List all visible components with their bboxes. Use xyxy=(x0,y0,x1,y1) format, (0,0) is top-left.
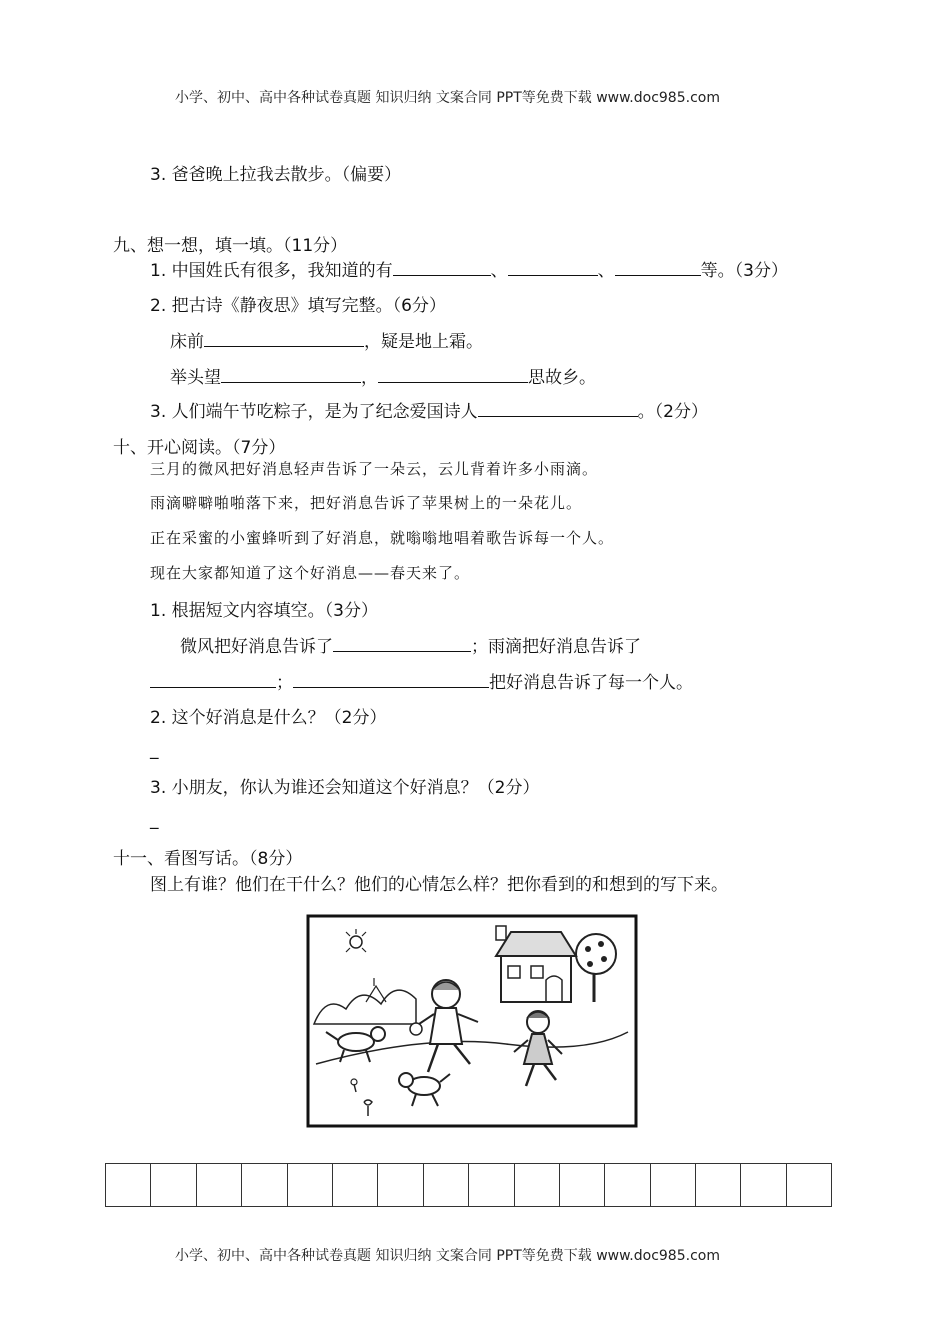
writing-cell[interactable] xyxy=(469,1163,514,1207)
writing-cell[interactable] xyxy=(787,1163,832,1207)
surname-blank-1[interactable] xyxy=(393,259,491,276)
reading-line1-prefix: 微风把好消息告诉了 xyxy=(180,637,333,657)
writing-cell[interactable] xyxy=(288,1163,333,1207)
reading-line1-suffix: ；雨滴把好消息告诉了 xyxy=(471,637,641,657)
writing-cell[interactable] xyxy=(651,1163,696,1207)
writing-cell[interactable] xyxy=(605,1163,650,1207)
surname-blank-2[interactable] xyxy=(508,259,598,276)
section-11-prompt: 图上有谁？他们在干什么？他们的心情怎么样？把你看到的和想到的写下来。 xyxy=(150,875,728,895)
passage-line-1: 三月的微风把好消息轻声告诉了一朵云，云儿背着许多小雨滴。 xyxy=(150,460,599,478)
writing-cell[interactable] xyxy=(106,1163,151,1207)
poem-blank-1[interactable] xyxy=(204,330,364,347)
reading-line2-mid: ； xyxy=(276,673,293,693)
section-9-q3 xyxy=(150,397,708,422)
section-11-title: 十一、看图写话。（8分） xyxy=(113,849,303,869)
writing-cell[interactable] xyxy=(696,1163,741,1207)
poem-blank-2[interactable] xyxy=(221,366,361,383)
q3-prefix: 3. 人们端午节吃粽子，是为了纪念爱国诗人 xyxy=(150,402,478,422)
picture-illustration xyxy=(306,914,638,1128)
writing-cell[interactable] xyxy=(515,1163,560,1207)
ball xyxy=(410,1023,422,1035)
poem-line-2 xyxy=(170,363,596,388)
section-10-q3-title: 3. 小朋友，你认为谁还会知道这个好消息？（2分） xyxy=(150,778,540,798)
writing-cell[interactable] xyxy=(378,1163,423,1207)
poem-line2-suffix: 思故乡。 xyxy=(528,368,596,388)
passage-line-4: 现在大家都知道了这个好消息——春天来了。 xyxy=(150,564,471,582)
reading-q1-line-2 xyxy=(150,668,693,693)
writing-cell[interactable] xyxy=(560,1163,605,1207)
poet-blank[interactable] xyxy=(478,400,638,417)
q3-suffix: 。（2分） xyxy=(637,402,708,422)
poem-line-1 xyxy=(170,327,483,352)
poem-line2-mid: ， xyxy=(361,368,378,388)
writing-cell[interactable] xyxy=(333,1163,378,1207)
section-9-q1 xyxy=(150,256,788,281)
section-10-q3-answer[interactable]: _ xyxy=(150,810,159,830)
writing-cell[interactable] xyxy=(242,1163,287,1207)
dog-left xyxy=(338,1033,374,1051)
poem-line2-prefix: 举头望 xyxy=(170,368,221,388)
prev-question-3: 3. 爸爸晚上拉我去散步。（偏要） xyxy=(150,165,402,185)
reading-blank-2[interactable] xyxy=(150,671,276,688)
page-header: 小学、初中、高中各种试卷真题 知识归纳 文案合同 PPT等免费下载 www.doc985.com xyxy=(175,90,720,106)
writing-grid xyxy=(105,1163,832,1207)
writing-cell[interactable] xyxy=(741,1163,786,1207)
reading-blank-1[interactable] xyxy=(333,635,471,652)
writing-cell[interactable] xyxy=(424,1163,469,1207)
q1-sep1: 、 xyxy=(490,261,508,281)
passage-line-2: 雨滴噼噼啪啪落下来，把好消息告诉了苹果树上的一朵花儿。 xyxy=(150,494,583,512)
q1-prefix: 1. 中国姓氏有很多，我知道的有 xyxy=(150,261,393,281)
writing-cell[interactable] xyxy=(197,1163,242,1207)
q1-sep2: 、 xyxy=(597,261,615,281)
poem-line1-suffix: ，疑是地上霜。 xyxy=(364,332,483,352)
poem-line1-prefix: 床前 xyxy=(170,332,204,352)
writing-cell[interactable] xyxy=(151,1163,196,1207)
section-10-q2-answer[interactable]: _ xyxy=(150,740,159,760)
section-9-title: 九、想一想，填一填。（11分） xyxy=(113,236,348,256)
reading-blank-3[interactable] xyxy=(293,671,489,688)
section-10-title: 十、开心阅读。（7分） xyxy=(113,438,286,458)
reading-line2-suffix: 把好消息告诉了每一个人。 xyxy=(489,673,693,693)
passage-line-3: 正在采蜜的小蜜蜂听到了好消息，就嗡嗡地唱着歌告诉每一个人。 xyxy=(150,529,615,547)
section-9-q2-title: 2. 把古诗《静夜思》填写完整。（6分） xyxy=(150,296,446,316)
section-10-q1-title: 1. 根据短文内容填空。（3分） xyxy=(150,601,378,621)
surname-blank-3[interactable] xyxy=(615,259,701,276)
reading-q1-line-1 xyxy=(180,632,641,657)
section-10-q2-title: 2. 这个好消息是什么？（2分） xyxy=(150,708,387,728)
page-footer: 小学、初中、高中各种试卷真题 知识归纳 文案合同 PPT等免费下载 www.doc985.com xyxy=(175,1248,720,1264)
q1-suffix: 等。（3分） xyxy=(700,261,788,281)
poem-blank-3[interactable] xyxy=(378,366,528,383)
